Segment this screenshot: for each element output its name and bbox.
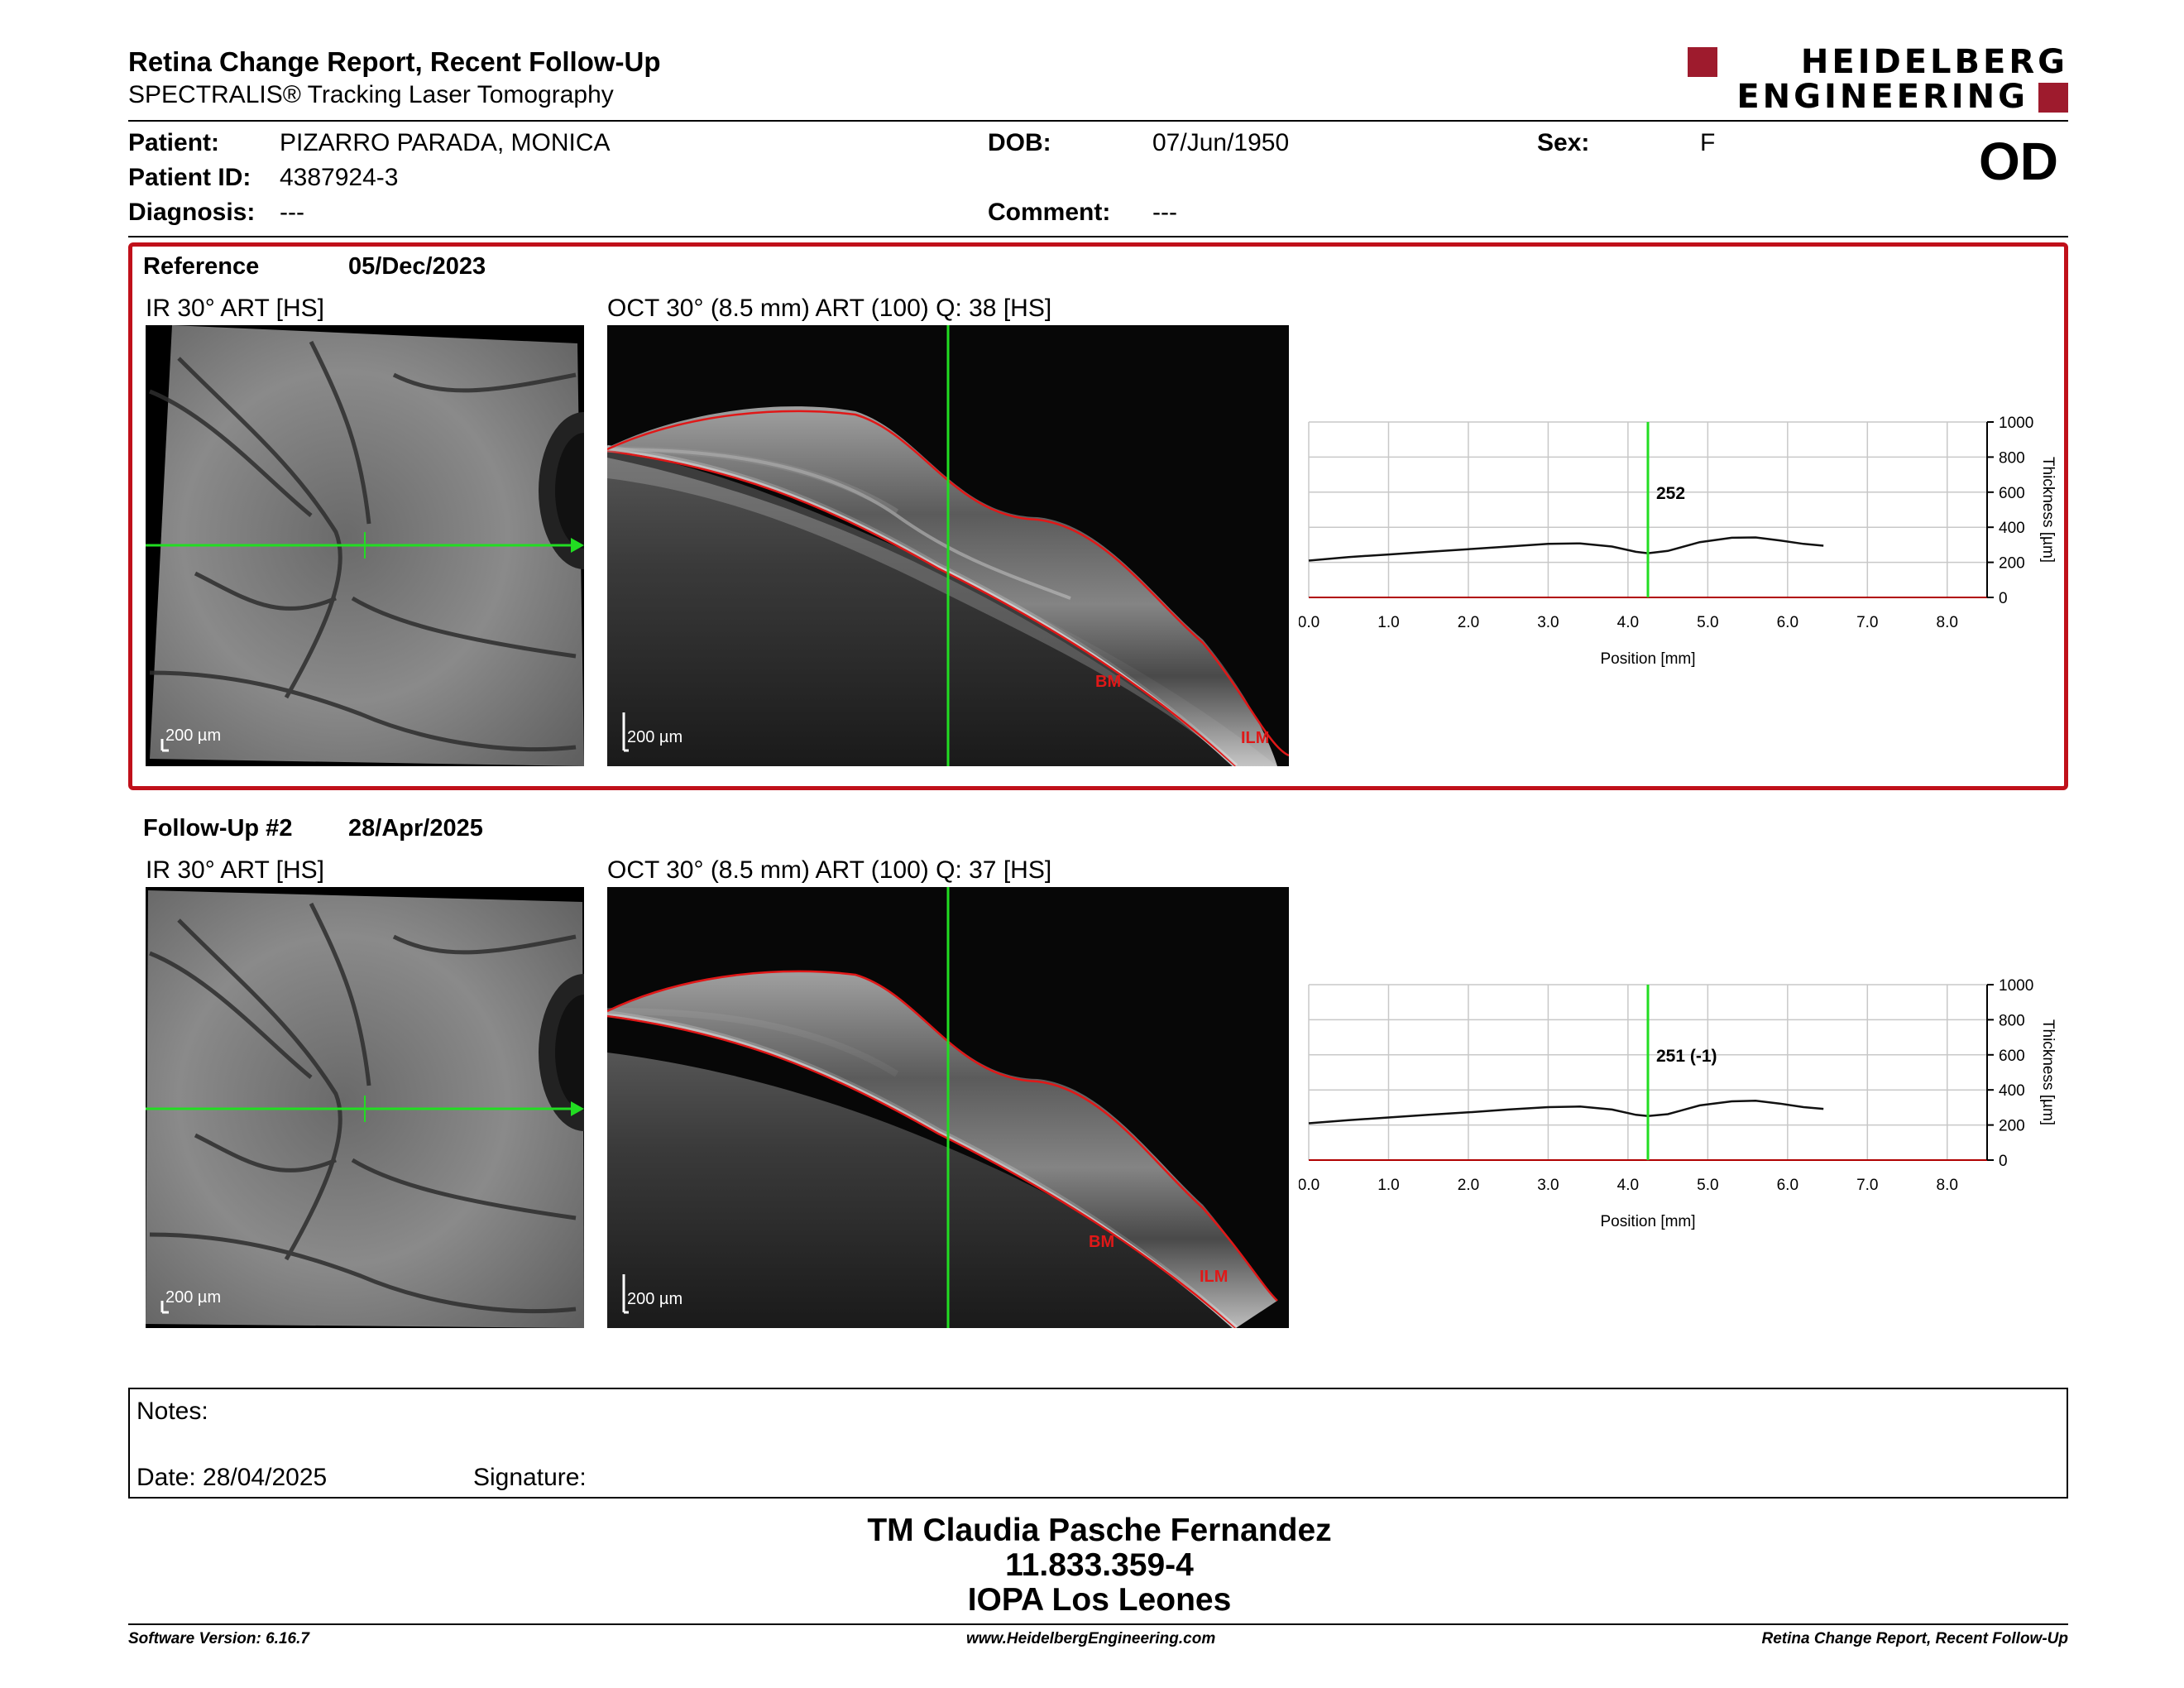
reference-oct-scale: 200 µm [627,728,683,746]
y-tick-label: 400 [1999,520,2025,538]
y-tick-label: 800 [1999,1012,2025,1030]
comment-value: --- [1152,199,1177,226]
y-tick-label: 200 [1999,554,2025,573]
sex-label: Sex: [1537,129,1590,156]
reference-ir-scale: 200 µm [165,727,222,745]
footer-report-name: Retina Change Report, Recent Follow-Up [1761,1630,2068,1647]
followup-date: 28/Apr/2025 [348,815,483,842]
report-title: Retina Change Report, Recent Follow-Up [128,46,661,77]
x-tick-label: 4.0 [1616,614,1640,631]
patient-id-label: Patient ID: [128,164,251,191]
notes-date: Date: 28/04/2025 [136,1464,328,1491]
x-axis-label: Position [mm] [1600,650,1696,668]
x-tick-label: 5.0 [1697,1177,1719,1194]
footer-url[interactable]: www.HeidelbergEngineering.com [966,1630,1216,1647]
reference-ilm-label: ILM [1241,729,1270,747]
footer-software-version: Software Version: 6.16.7 [128,1630,309,1647]
x-tick-label: 2.0 [1457,614,1480,631]
x-tick-label: 0.0 [1299,1177,1320,1194]
x-tick-label: 3.0 [1537,614,1559,631]
followup-ir-image[interactable] [146,887,584,1328]
heidelberg-logo: HEIDELBERG ENGINEERING [1688,45,2068,114]
reference-bm-label: BM [1095,673,1122,691]
x-axis-label: Position [mm] [1600,1213,1696,1230]
followup-label: Follow-Up #2 [143,815,293,842]
patient-name-label: Patient: [128,129,220,156]
reference-label: Reference [143,253,260,280]
signatory-rut: 11.833.359-4 [1005,1547,1194,1583]
reference-oct-image[interactable] [607,325,1289,766]
reference-date: 05/Dec/2023 [348,253,486,280]
y-axis-label: Thickness [µm] [2039,456,2057,563]
y-tick-label: 200 [1999,1117,2025,1135]
sex-value: F [1700,129,1716,156]
diagnosis-label: Diagnosis: [128,199,256,226]
followup-thickness-chart [1299,976,2085,1241]
footer-divider [128,1623,2068,1625]
x-tick-label: 8.0 [1936,614,1958,631]
followup-ilm-label: ILM [1200,1268,1228,1286]
x-tick-label: 5.0 [1697,614,1719,631]
y-tick-label: 800 [1999,449,2025,468]
thickness-line [1309,1101,1823,1123]
notes-label: Notes: [136,1398,208,1425]
patient-id: 4387924-3 [280,164,399,191]
y-tick-label: 600 [1999,1047,2025,1065]
x-tick-label: 1.0 [1377,1177,1400,1194]
cursor-value-label: 251 (-1) [1656,1046,1717,1066]
reference-thickness-chart [1299,414,2085,679]
x-tick-label: 3.0 [1537,1177,1559,1194]
signatory-name: TM Claudia Pasche Fernandez [867,1513,1332,1548]
y-tick-label: 1000 [1999,415,2034,432]
reference-ir-image[interactable] [146,325,584,766]
reference-ir-label: IR 30° ART [HS] [146,295,324,322]
y-tick-label: 0 [1999,1153,2008,1170]
x-tick-label: 2.0 [1457,1177,1480,1194]
signatory-place: IOPA Los Leones [967,1582,1232,1618]
followup-oct-image[interactable] [607,887,1289,1328]
x-tick-label: 0.0 [1299,614,1320,631]
y-tick-label: 0 [1999,590,2008,607]
y-tick-label: 1000 [1999,977,2034,995]
y-axis-label: Thickness [µm] [2039,1019,2057,1126]
x-tick-label: 1.0 [1377,614,1400,631]
followup-bm-label: BM [1089,1233,1115,1251]
dob-label: DOB: [988,129,1051,156]
dob-value: 07/Jun/1950 [1152,129,1290,156]
followup-oct-label: OCT 30° (8.5 mm) ART (100) Q: 37 [HS] [607,856,1052,884]
followup-ir-label: IR 30° ART [HS] [146,856,324,884]
notes-box[interactable] [128,1388,2068,1499]
comment-label: Comment: [988,199,1111,226]
x-tick-label: 7.0 [1856,614,1879,631]
eye-indicator: OD [1979,132,2058,191]
signature-label: Signature: [473,1464,587,1491]
x-tick-label: 7.0 [1856,1177,1879,1194]
patient-divider [128,236,2068,237]
x-tick-label: 4.0 [1616,1177,1640,1194]
x-tick-label: 8.0 [1936,1177,1958,1194]
header-divider [128,120,2068,122]
thickness-line [1309,538,1823,561]
diagnosis-value: --- [280,199,304,226]
report-subtitle: SPECTRALIS® Tracking Laser Tomography [128,81,614,108]
x-tick-label: 6.0 [1776,1177,1799,1194]
y-tick-label: 600 [1999,484,2025,502]
reference-oct-label: OCT 30° (8.5 mm) ART (100) Q: 38 [HS] [607,295,1052,322]
followup-ir-scale: 200 µm [165,1288,222,1307]
followup-oct-scale: 200 µm [627,1290,683,1308]
cursor-value-label: 252 [1656,483,1686,503]
y-tick-label: 400 [1999,1082,2025,1101]
patient-name: PIZARRO PARADA, MONICA [280,129,611,156]
x-tick-label: 6.0 [1776,614,1799,631]
